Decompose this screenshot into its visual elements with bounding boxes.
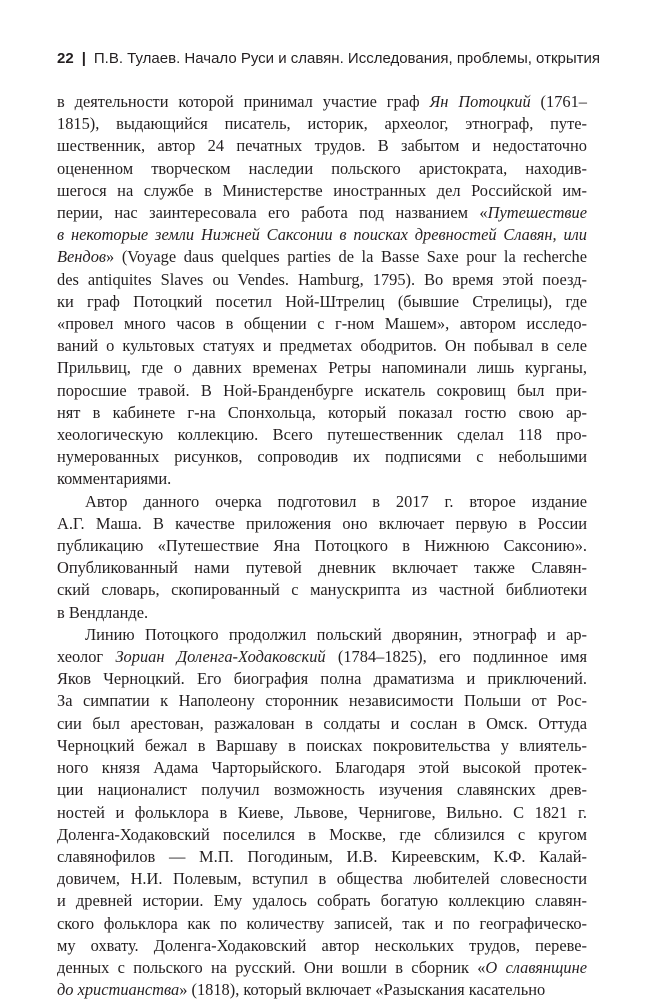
- paragraph: [57, 491, 587, 624]
- text-run: Доленга-Ходаковский поселился в Москве, где сблизился с кругом: [57, 824, 587, 844]
- text-line: [57, 890, 587, 912]
- text-run: и древней истории. Ему удалось собрать богатую коллекцию славян-: [57, 891, 587, 911]
- paragraph: [57, 624, 587, 1001]
- text-run: ностей и фольклора в Киеве, Львове, Чернигове, Вильно. С 1821 г.: [57, 802, 587, 822]
- text-line: [57, 357, 587, 379]
- text-line: [57, 91, 587, 113]
- text-run: в деятельности которой принимал участие граф: [57, 92, 430, 111]
- text-line: [57, 224, 587, 246]
- text-line: [57, 579, 587, 601]
- text-line: [57, 757, 587, 779]
- body-text: [57, 91, 587, 1001]
- text-run: му охвату. Доленга-Ходаковский автор нескольких трудов, переве-: [57, 935, 587, 955]
- italic-title: в некоторые земли Нижней Саксонии в поисках древностей Славян, или: [57, 225, 587, 245]
- text-line: [57, 424, 587, 446]
- text-run: сии был арестован, разжалован в солдаты и сослан в Омск. Оттуда: [57, 713, 587, 733]
- paragraph: [57, 91, 587, 491]
- text-line: [57, 602, 587, 624]
- text-run: нумерованных рисунков, сопроводив их подписями с небольшими: [57, 447, 587, 467]
- italic-title: Вендов: [57, 247, 107, 267]
- text-run: Яков Черноцкий. Его биография полна драматизма и приключений.: [57, 669, 587, 689]
- text-line: [57, 291, 587, 313]
- text-run: Линию Потоцкого продолжил польский дворянин, этнограф и ар-: [85, 624, 587, 644]
- text-run: публикацию «Путешествие Яна Потоцкого в Нижнюю Саксонию».: [57, 536, 587, 556]
- text-line: [57, 668, 587, 690]
- text-line: [57, 491, 587, 513]
- text-run: славянофилов — М.П. Погодиным, И.В. Киреевским, К.Ф. Калай-: [57, 846, 587, 866]
- text-run: перии, нас заинтересовала его работа под названием «: [57, 203, 488, 223]
- text-run: ного князя Адама Чарторыйского. Благодаря этой высокой протек-: [57, 758, 587, 778]
- text-run: хеологическую коллекцию. Всего путешественник сделал 118 про-: [57, 425, 587, 445]
- text-run: денных с польского на русский. Они вошли в сборник «: [57, 957, 486, 977]
- text-run: За симпатии к Наполеону сторонник независимости Польши от Рос-: [57, 691, 587, 711]
- text-line: [57, 380, 587, 402]
- italic-title: до христианства: [57, 980, 180, 1000]
- text-line: [57, 935, 587, 957]
- text-line: [57, 535, 587, 557]
- text-line: [57, 957, 587, 979]
- text-line: [57, 202, 587, 224]
- text-run: нят в кабинете г-на Спонхольца, который показал гостю свою ар-: [57, 402, 587, 422]
- text-line: [57, 269, 587, 291]
- text-line: [57, 246, 587, 268]
- text-run: комментариями.: [57, 469, 172, 489]
- text-run: ваний о культовых статуях и предметах ободритов. Он побывал в селе: [57, 336, 587, 356]
- text-line: [57, 113, 587, 135]
- text-line: [57, 135, 587, 157]
- text-line: [57, 446, 587, 468]
- text-run: шегося на службе в Министерстве иностранных дел Российской им-: [57, 180, 587, 200]
- text-line: [57, 513, 587, 535]
- page-number: 22: [57, 50, 74, 67]
- text-run: хеолог: [57, 647, 116, 667]
- text-line: [57, 913, 587, 935]
- italic-title: Ян Потоцкий: [429, 92, 531, 111]
- text-line: [57, 779, 587, 801]
- text-line: [57, 713, 587, 735]
- running-header: [57, 49, 617, 69]
- text-line: [57, 824, 587, 846]
- text-line: [57, 402, 587, 424]
- text-run: Опубликованный нами путевой дневник включает также Славян-: [57, 558, 587, 578]
- text-run: ского фольклора как по количеству записей, так и по географическо-: [57, 913, 587, 933]
- text-run: ции националист получил возможность изучения славянских древ-: [57, 780, 587, 800]
- running-title: П.В. Тулаев. Начало Руси и славян. Исследования, проблемы, открытия: [93, 50, 601, 67]
- text-run: Черноцкий бежал в Варшаву в поисках покровительства у влиятель-: [57, 735, 587, 755]
- text-run: довичем, Н.И. Полевым, вступил в общества любителей словесности: [57, 869, 587, 889]
- italic-title: Зориан Доленга-Ходаковский: [115, 647, 326, 667]
- text-run: оцененном творческом наследии польского аристократа, находив-: [57, 158, 587, 178]
- text-run: ский словарь, скопированный с манускрипта из частной библиотеки: [57, 580, 587, 600]
- text-line: [57, 735, 587, 757]
- italic-title: О славянщине: [485, 957, 587, 977]
- text-run: Автор данного очерка подготовил в 2017 г. второе издание: [85, 491, 587, 511]
- text-line: [57, 646, 587, 668]
- text-run: А.Г. Маша. В качестве приложения оно включает первую в России: [57, 513, 587, 533]
- italic-title: Путешествие: [487, 203, 587, 223]
- text-run: des antiquites Slaves ou Vendes. Hamburg, 1795). Во время этой поезд-: [57, 269, 587, 289]
- text-line: [57, 557, 587, 579]
- text-run: ки граф Потоцкий посетил Ной-Штрелиц (бывшие Стрелицы), где: [57, 291, 587, 311]
- text-run: поросшие травой. В Ной-Бранденбурге искатель сокровищ был при-: [57, 380, 587, 400]
- text-line: [57, 313, 587, 335]
- text-line: [57, 180, 587, 202]
- text-run: шественник, автор 24 печатных трудов. В забытом и недостаточно: [57, 136, 587, 156]
- text-line: [57, 846, 587, 868]
- text-run: » (Voyage daus quelques parties de la Basse Saxe pour la recherche: [106, 247, 587, 267]
- text-line: [57, 802, 587, 824]
- text-line: [57, 979, 587, 1001]
- text-run: Прильвиц, где о давних временах Ретры напоминали лишь курганы,: [57, 358, 587, 378]
- text-line: [57, 624, 587, 646]
- text-line: [57, 468, 587, 490]
- text-line: [57, 690, 587, 712]
- text-line: [57, 868, 587, 890]
- text-run: 1815), выдающийся писатель, историк, археолог, этнограф, путе-: [57, 114, 587, 134]
- text-run: » (1818), который включает «Разыскания касательно: [179, 980, 546, 1000]
- header-separator: |: [81, 50, 86, 67]
- text-line: [57, 158, 587, 180]
- text-run: (1761–: [530, 92, 587, 111]
- text-line: [57, 335, 587, 357]
- text-run: (1784–1825), его подлинное имя: [325, 647, 587, 667]
- text-run: «провел много часов в общении с г-ном Машем», автором исследо-: [57, 314, 587, 334]
- text-run: в Вендланде.: [57, 602, 149, 622]
